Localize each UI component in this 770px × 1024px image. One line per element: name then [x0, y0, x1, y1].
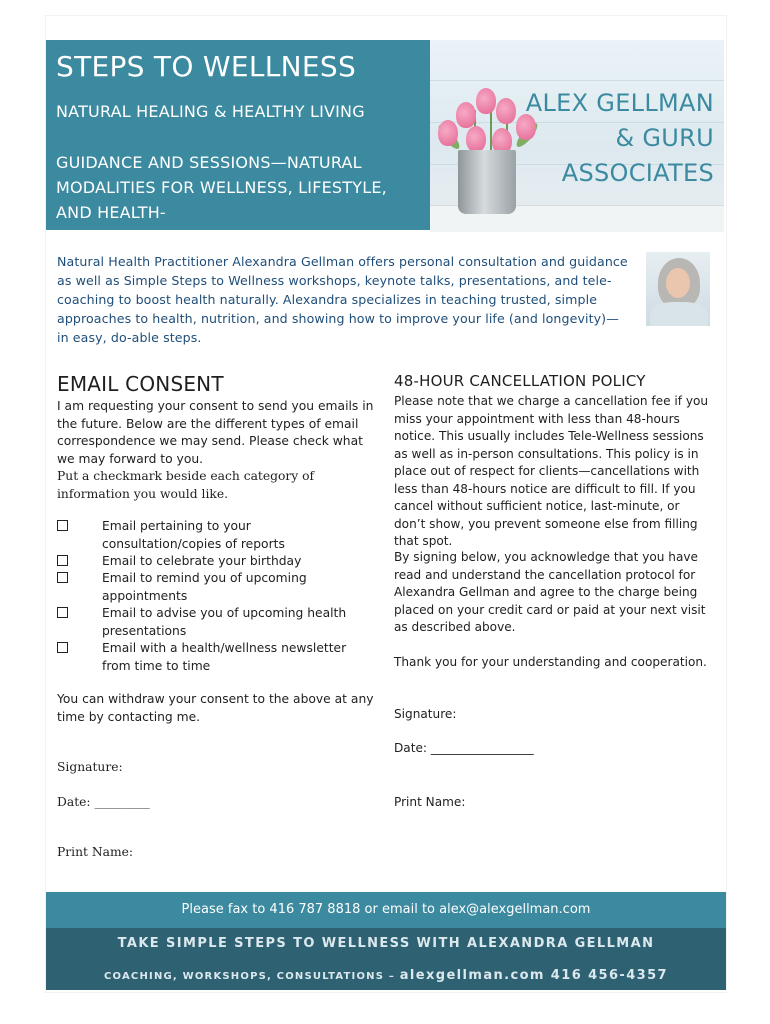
portrait-face: [666, 268, 690, 298]
brand-line-1: ALEX GELLMAN: [525, 89, 714, 117]
cancellation-heading: 48-HOUR CANCELLATION POLICY: [394, 372, 646, 390]
footer-slogan: TAKE SIMPLE STEPS TO WELLNESS WITH ALEXANDRA GELLMAN: [117, 936, 655, 951]
footer-contact-text: Please fax to 416 787 8818 or email to alex@alexgellman.com: [181, 902, 591, 917]
checkbox[interactable]: [57, 572, 68, 583]
consent-option-label: Email to celebrate your birthday: [102, 554, 302, 568]
header-banner: [46, 40, 430, 230]
consent-option-label: Email to remind you of upcoming appointments: [102, 571, 307, 603]
email-consent-heading: EMAIL CONSENT: [57, 372, 224, 396]
tulips-photo: [430, 40, 724, 232]
cancellation-acknowledgement: By signing below, you acknowledge that you have read and understand the cancellation protocol for Alexandra Gellman and agree to the charge being placed on your credit card or paid at your next visit as described above.: [394, 550, 706, 634]
tulip-flower: [456, 102, 476, 128]
tulip-flower: [476, 88, 496, 114]
wall-plank-line: [430, 80, 724, 81]
footer-services-line: [46, 968, 726, 983]
email-signature-field[interactable]: Signature:: [57, 760, 123, 774]
tagline: GUIDANCE AND SESSIONS—NATURAL MODALITIES FOR WELLNESS, LIFESTYLE, AND HEALTH-: [56, 153, 387, 222]
page-subtitle: NATURAL HEALING & HEALTHY LIVING: [56, 102, 365, 121]
footer-website-phone[interactable]: alexgellman.com 416 456-4357: [399, 968, 668, 983]
page-title: STEPS TO WELLNESS: [56, 50, 357, 83]
consent-option-label: Email pertaining to your consultation/copies of reports: [102, 519, 285, 551]
cancellation-signature-field[interactable]: Signature:: [394, 707, 457, 721]
footer-slogan-bar: [46, 928, 726, 990]
intro-paragraph: Natural Health Practitioner Alexandra Gellman offers personal consultation and guidance as well as Simple Steps to Wellness workshops, keynote talks, presentations, and tele-coaching to boost health naturally. Alexandra specializes in teaching trusted, simple approaches to health, nutrition, and showing how to improve your life (and longevity)— in easy, do-able steps.: [57, 254, 628, 345]
footer-services: COACHING, WORKSHOPS, CONSULTATIONS –: [104, 971, 400, 982]
thank-you-note: Thank you for your understanding and cooperation.: [394, 655, 707, 669]
email-consent-intro: I am requesting your consent to send you emails in the future. Below are the different types of email correspondence we may send. Please check what we may forward to you.: [57, 399, 374, 466]
brand-name: [526, 86, 714, 191]
brand-line-2: & GURU: [615, 124, 714, 152]
metal-bucket: [458, 150, 516, 214]
cancellation-policy-text: Please note that we charge a cancellation fee if you miss your appointment with less than 48-hours notice. This usually includes Tele-Wellness sessions as well as in-person consultations. This policy is in place out of respect for clients—cancellations with less than 48-hours notice are difficult to fill. If you cancel without sufficient notice, last-minute, or don’t show, you prevent someone else from filling that spot.: [394, 394, 709, 548]
email-print-name-field[interactable]: Print Name:: [57, 845, 134, 859]
cancellation-date-field[interactable]: Date: _________________: [394, 741, 534, 755]
brand-line-3: ASSOCIATES: [561, 159, 714, 187]
portrait-photo: [646, 252, 710, 326]
checkbox[interactable]: [57, 607, 68, 618]
tulip-flower: [466, 126, 486, 152]
checkbox[interactable]: [57, 520, 68, 531]
cancellation-print-name-field[interactable]: Print Name:: [394, 795, 466, 809]
consent-option-label: Email with a health/wellness newsletter from time to time: [102, 641, 347, 673]
tulip-flower: [438, 120, 458, 146]
checkbox[interactable]: [57, 555, 68, 566]
withdraw-note: You can withdraw your consent to the above at any time by contacting me.: [57, 692, 374, 724]
email-date-field[interactable]: Date: _________: [57, 795, 150, 809]
portrait-shoulders: [650, 302, 708, 326]
footer-contact-bar: [46, 892, 726, 928]
email-consent-instruction: Put a checkmark beside each category of information you would like.: [57, 469, 315, 501]
consent-option-label: Email to advise you of upcoming health presentations: [102, 606, 347, 638]
tulip-flower: [496, 98, 516, 124]
checkbox[interactable]: [57, 642, 68, 653]
